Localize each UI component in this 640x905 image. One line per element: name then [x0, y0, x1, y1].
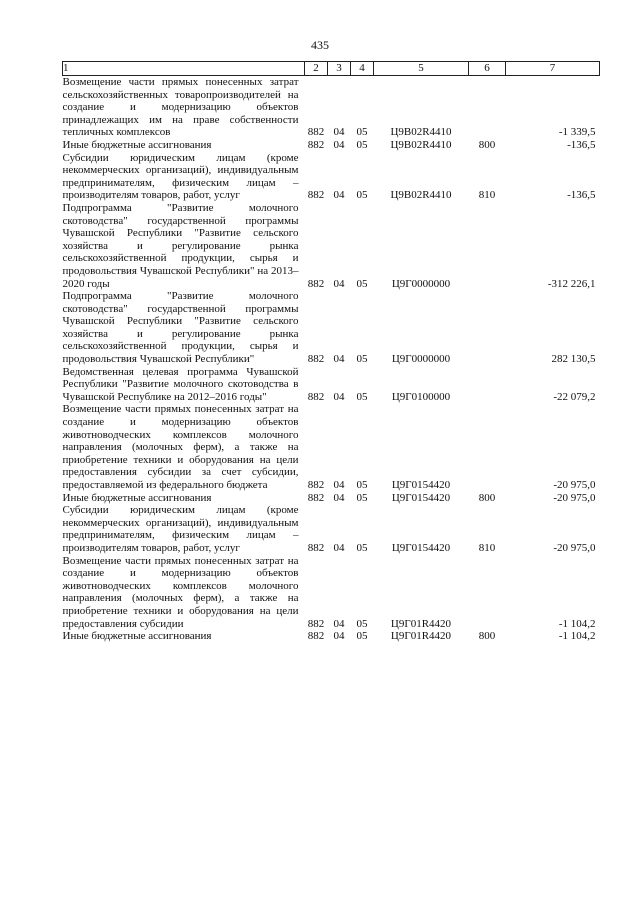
row-section: 04 [333, 189, 345, 202]
row-subsection: 05 [356, 138, 368, 151]
row-name: Возмещение части прямых понесенных затрат на создание и модернизацию объектов животноводческих комплексов молочного направления (молочных ферм), а также на приобретение техники и оборудования на цели предоставления субсидии за счет субсидии, предоставляемой из федерального бюджета [62, 403, 299, 491]
row-ministry: 882 [307, 617, 325, 630]
row-expense-type [469, 290, 506, 366]
row-expense-type: 810 [478, 541, 496, 554]
row-amount: -1 339,5 [558, 126, 596, 139]
row-name: Субсидии юридическим лицам (кроме некоммерческих организаций), индивидуальным предпринимателям, физическим лицам – производителям товаров, работ, услуг [62, 151, 299, 202]
row-expense-type [469, 202, 506, 290]
row-subsection: 05 [356, 277, 368, 290]
table-row [63, 290, 600, 366]
table-row [63, 403, 600, 491]
row-ministry: 882 [307, 630, 325, 643]
row-target-article: Ц9В02R4410 [390, 189, 452, 202]
row-ministry: 882 [307, 479, 325, 491]
row-section: 04 [333, 479, 345, 491]
row-amount: -20 975,0 [553, 479, 596, 491]
header-col-7: 7 [506, 62, 600, 76]
row-subsection: 05 [356, 479, 368, 491]
row-expense-type [469, 555, 506, 631]
row-expense-type [469, 76, 506, 139]
row-section: 04 [333, 353, 345, 366]
header-col-1: 1 [63, 62, 305, 76]
row-ministry: 882 [307, 189, 325, 202]
row-expense-type [469, 403, 506, 491]
table-row [63, 202, 600, 290]
row-section: 04 [333, 277, 345, 290]
row-name: Иные бюджетные ассигнования [62, 138, 212, 151]
page-number: 435 [311, 38, 329, 52]
row-amount: -22 079,2 [553, 390, 596, 403]
row-target-article: Ц9Г0000000 [391, 353, 451, 366]
row-section: 04 [333, 617, 345, 630]
row-ministry: 882 [307, 541, 325, 554]
row-expense-type: 800 [478, 138, 496, 151]
row-target-article: Ц9Г01R4420 [390, 630, 452, 643]
row-ministry: 882 [307, 491, 325, 504]
row-name: Подпрограмма "Развитие молочного скотоводства" государственной программы Чувашской Республики "Развитие сельского хозяйства и регулирование рынка сельскохозяйственной продукции, сырья и продовольствия Чувашской Республики" на 2013–2020 годы [62, 201, 299, 290]
row-amount: -312 226,1 [547, 277, 596, 290]
row-ministry: 882 [307, 390, 325, 403]
header-col-5: 5 [374, 62, 469, 76]
row-ministry: 882 [307, 138, 325, 151]
row-target-article: Ц9Г01R4420 [390, 617, 452, 630]
row-amount: -20 975,0 [553, 541, 596, 554]
row-name: Ведомственная целевая программа Чувашской Республики "Развитие молочного скотоводства в Чувашской Республике на 2012–2016 годы" [62, 365, 299, 403]
row-amount: -136,5 [567, 138, 596, 151]
row-subsection: 05 [356, 353, 368, 366]
row-amount: -136,5 [567, 189, 596, 202]
row-name: Подпрограмма "Развитие молочного скотоводства" государственной программы Чувашской Республики "Развитие сельского хозяйства и регулирование рынка сельскохозяйственной продукции, сырья и продовольствия Чувашской Республики" [62, 290, 299, 366]
row-name: Возмещение части прямых понесенных затрат на создание и модернизацию объектов животноводческих комплексов молочного направления (молочных ферм), а также на приобретение техники и оборудования на цели предоставления субсидии [62, 554, 299, 630]
table-row [63, 555, 600, 631]
row-section: 04 [333, 491, 345, 504]
row-ministry: 882 [307, 126, 325, 139]
row-name: Возмещение части прямых понесенных затрат сельскохозяйственных товаропроизводителей на создание и модернизацию объектов принадлежащих им на праве собственности тепличных комплексов [62, 76, 299, 139]
row-target-article: Ц9Г0000000 [391, 277, 451, 290]
row-target-article: Ц9Г0154420 [391, 479, 451, 491]
row-name: Иные бюджетные ассигнования [62, 491, 212, 504]
row-amount: -1 104,2 [558, 617, 596, 630]
row-expense-type: 800 [478, 630, 496, 643]
row-ministry: 882 [307, 277, 325, 290]
row-target-article: Ц9В02R4410 [390, 126, 452, 139]
row-section: 04 [333, 138, 345, 151]
row-section: 04 [333, 630, 345, 643]
row-subsection: 05 [356, 189, 368, 202]
header-col-2: 2 [305, 62, 328, 76]
row-target-article: Ц9Г0154420 [391, 491, 451, 504]
row-section: 04 [333, 390, 345, 403]
row-expense-type: 810 [478, 189, 496, 202]
row-subsection: 05 [356, 541, 368, 554]
table-row [63, 76, 600, 139]
budget-table [62, 61, 600, 643]
row-name: Иные бюджетные ассигнования [62, 630, 212, 643]
header-col-4: 4 [351, 62, 374, 76]
row-target-article: Ц9В02R4410 [390, 138, 452, 151]
table-row [63, 630, 600, 643]
header-col-3: 3 [328, 62, 351, 76]
header-col-6: 6 [469, 62, 506, 76]
table-header [63, 62, 600, 76]
row-amount: 282 130,5 [551, 353, 596, 366]
row-subsection: 05 [356, 390, 368, 403]
row-subsection: 05 [356, 617, 368, 630]
row-ministry: 882 [307, 353, 325, 366]
row-amount: -20 975,0 [553, 491, 596, 504]
row-section: 04 [333, 541, 345, 554]
table-row [63, 152, 600, 202]
row-subsection: 05 [356, 126, 368, 139]
table-row [63, 492, 600, 505]
row-name: Субсидии юридическим лицам (кроме некоммерческих организаций), индивидуальным предпринимателям, физическим лицам – производителям товаров, работ, услуг [62, 504, 299, 554]
table-row [63, 366, 600, 404]
row-amount: -1 104,2 [558, 630, 596, 643]
header-row [63, 62, 600, 76]
table-row [63, 139, 600, 152]
table-row [63, 504, 600, 554]
row-target-article: Ц9Г0100000 [391, 390, 451, 403]
row-subsection: 05 [356, 491, 368, 504]
row-target-article: Ц9Г0154420 [391, 541, 451, 554]
row-expense-type [469, 366, 506, 404]
row-subsection: 05 [356, 630, 368, 643]
row-expense-type: 800 [478, 491, 496, 504]
row-section: 04 [333, 126, 345, 139]
